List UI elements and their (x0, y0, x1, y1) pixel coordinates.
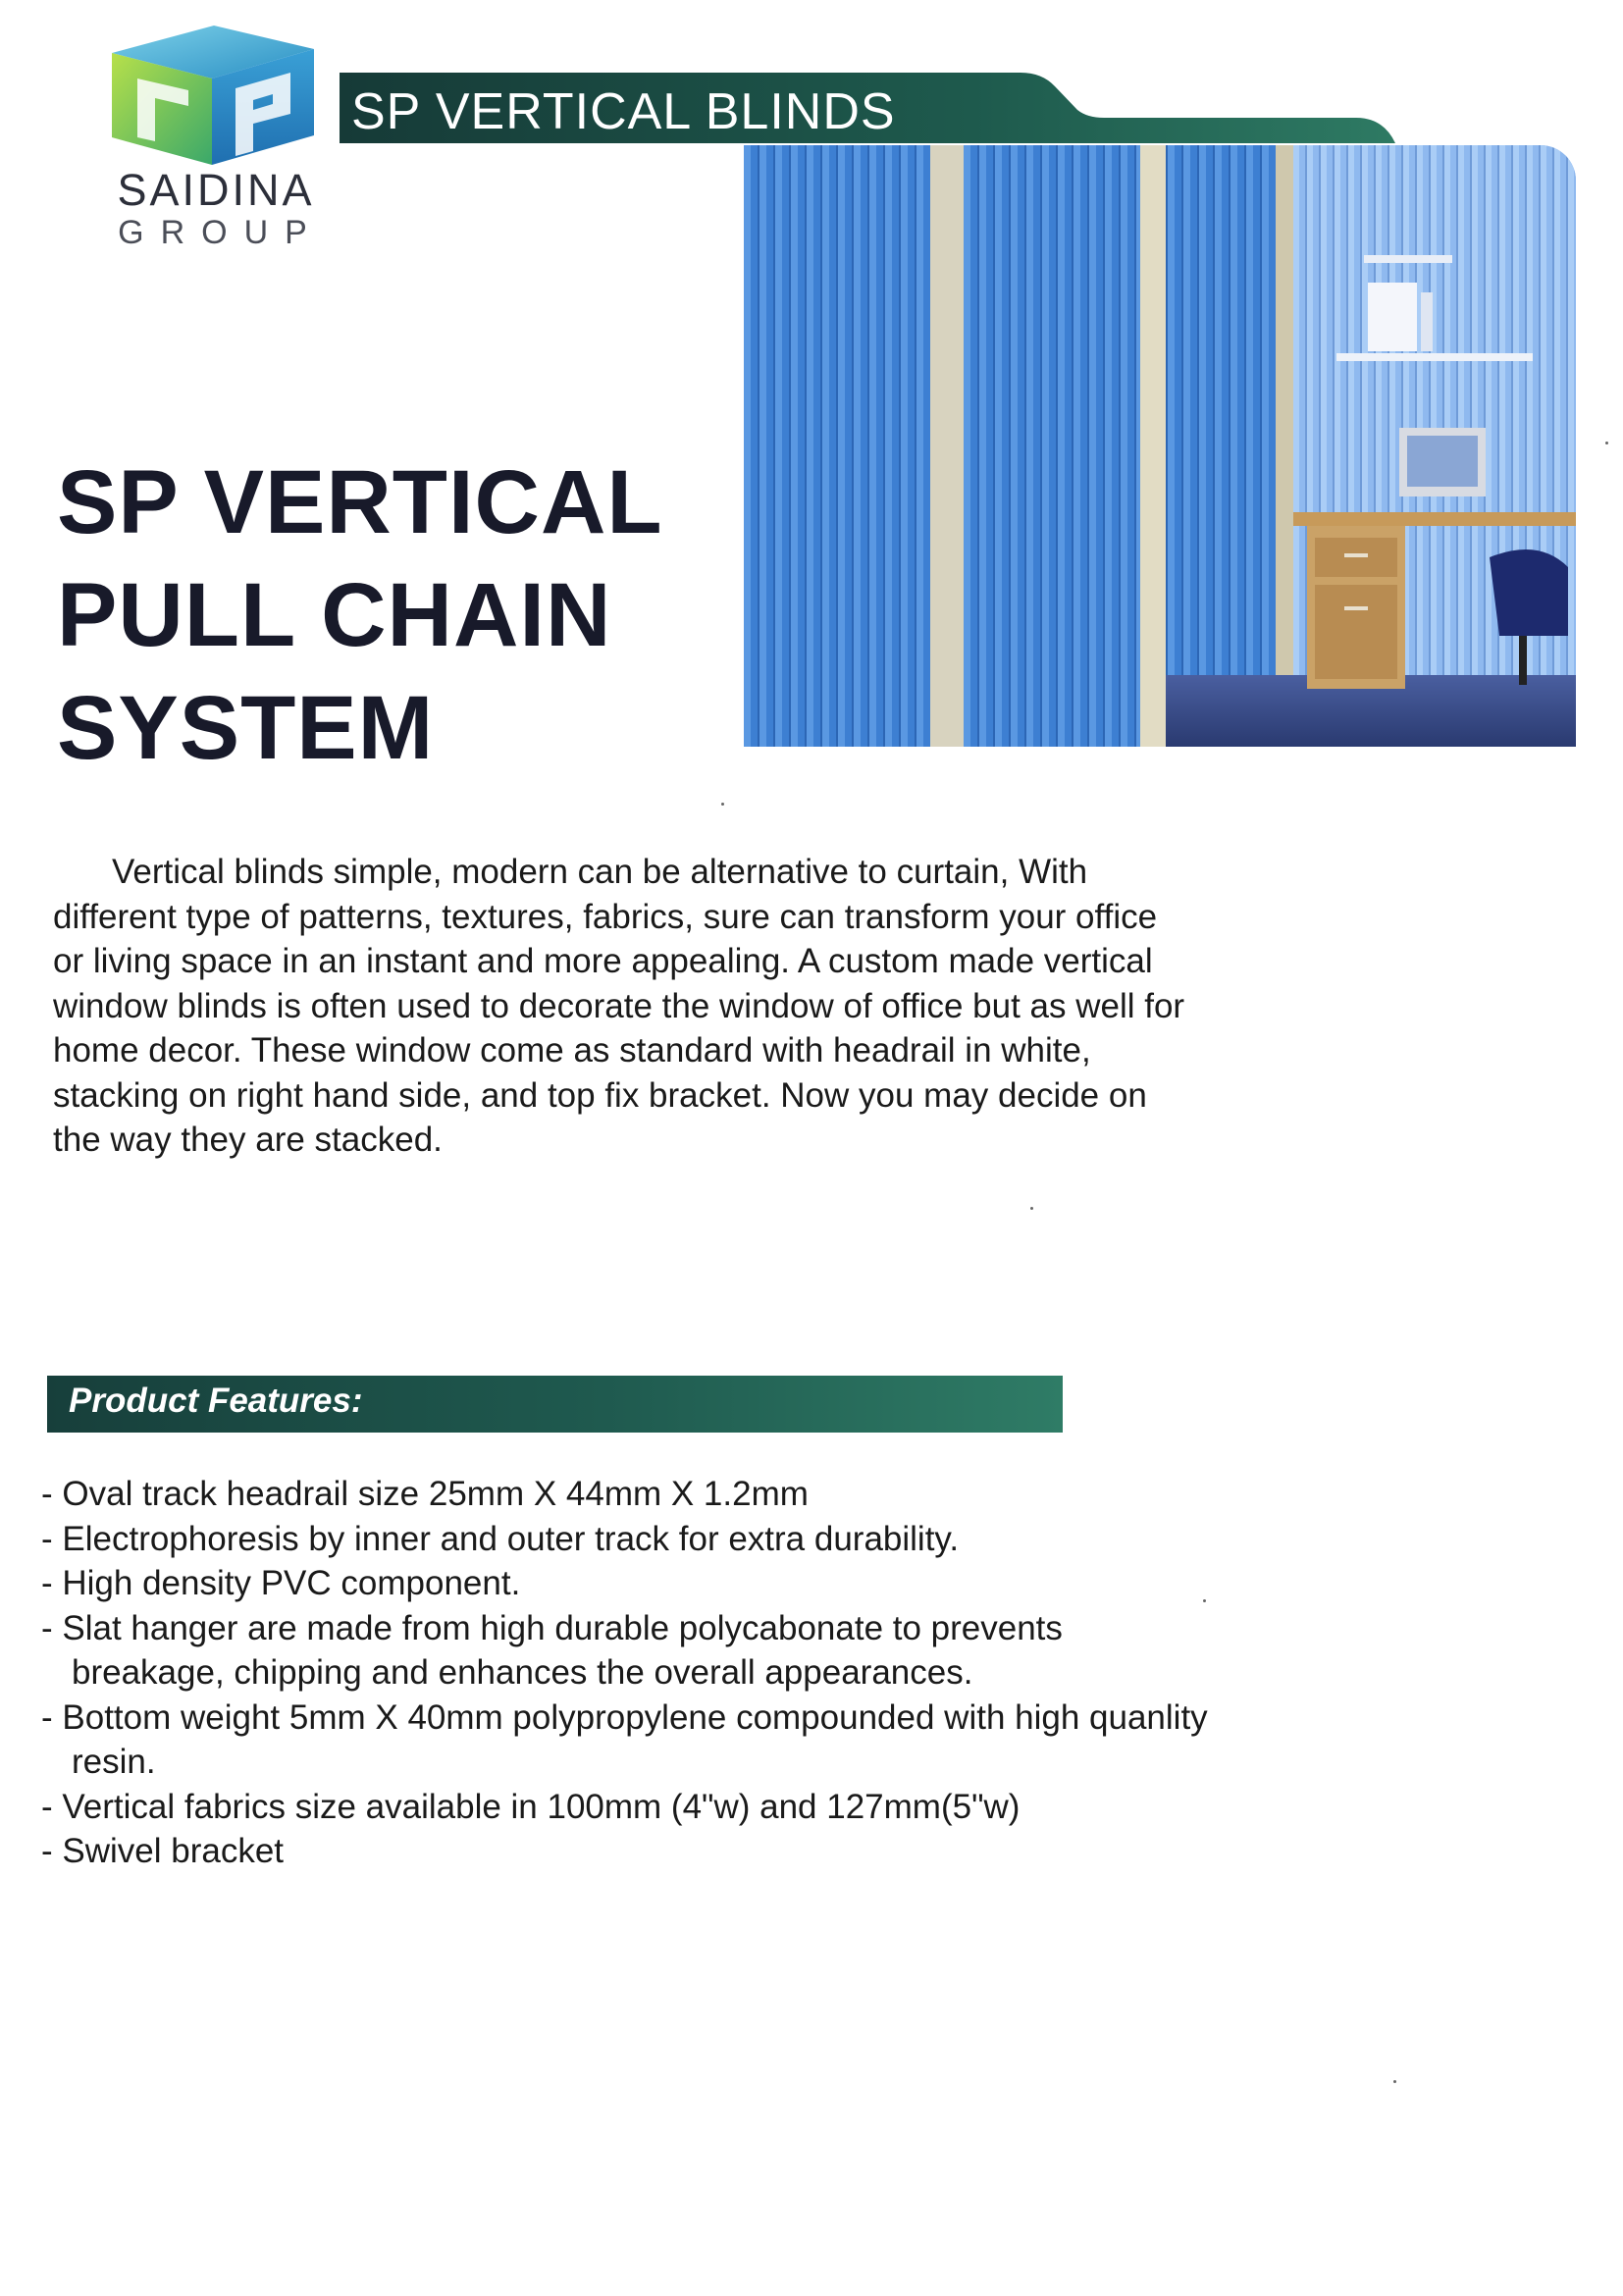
product-features-header (47, 1376, 1063, 1433)
feature-item: - Slat hanger are made from high durable polycabonate to prevents breakage, chipping and enhances the overall appearances. (41, 1608, 1063, 1692)
saidina-logo (88, 20, 343, 251)
feature-item: - Vertical fabrics size available in 100mm (4"w) and 127mm(5"w) (41, 1787, 1021, 1826)
scan-speck (721, 803, 724, 806)
scan-speck (1605, 442, 1608, 444)
main-title-line-1: SP VERTICAL (57, 452, 663, 552)
logo-company-name: SAIDINA (117, 165, 315, 215)
product-features-list (41, 1472, 1219, 1874)
banner-title: SP VERTICAL BLINDS (351, 83, 896, 140)
product-description (53, 850, 1191, 1163)
main-title-line-3: SYSTEM (57, 678, 435, 778)
feature-item: - High density PVC component. (41, 1564, 521, 1602)
description-text: Vertical blinds simple, modern can be alternative to curtain, With different type of patterns, textures, fabrics, sure can transform your office or living space in an instant and more appealing. A custom made vertical window blinds is often used to decorate the window of office but as well for home decor. These window come as standard with headrail in white, stacking on right hand side, and top fix bracket. Now you may decide on the way they are stacked. (53, 853, 1185, 1159)
vertical-blinds-illustration (744, 145, 1576, 747)
feature-item: - Bottom weight 5mm X 40mm polypropylene compounded with high quanlity resin. (41, 1697, 1208, 1781)
scan-speck (1393, 2080, 1396, 2083)
feature-item: - Oval track headrail size 25mm X 44mm X 1.2mm (41, 1475, 809, 1513)
feature-item: - Swivel bracket (41, 1832, 285, 1870)
cube-logo-icon (98, 20, 334, 167)
feature-item: - Electrophoresis by inner and outer track for extra durability. (41, 1519, 960, 1558)
main-title-line-2: PULL CHAIN (57, 565, 612, 665)
scan-speck (1203, 1599, 1206, 1602)
product-photo (744, 145, 1576, 747)
product-features-title: Product Features: (69, 1382, 363, 1420)
scan-speck (1030, 1207, 1033, 1210)
main-title (57, 446, 663, 785)
logo-company-sub: GROUP (118, 214, 324, 251)
